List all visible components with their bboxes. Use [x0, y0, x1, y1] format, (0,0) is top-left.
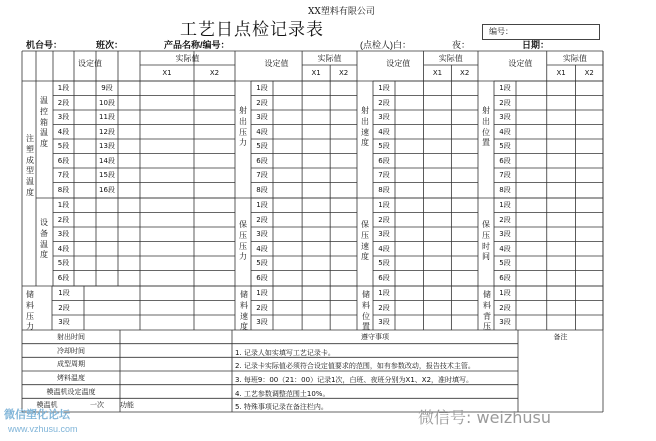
stage-label: 16段: [99, 185, 115, 194]
bottom-row-label: 射出时间: [57, 333, 85, 341]
set-value-header-2: 设定值: [264, 59, 289, 68]
bottom-row-label: 冷却时间: [57, 346, 85, 355]
stage-label: 6段: [499, 156, 511, 165]
watermark-left: 微信塑化论坛: [4, 409, 70, 421]
section-label-mid-3: 保 压 速 度: [361, 220, 369, 262]
stage-label: 3段: [57, 113, 70, 121]
stage-label: 11段: [99, 113, 115, 121]
remark-title: 备注: [553, 333, 568, 341]
set-value-header-3: 设定值: [386, 59, 411, 68]
stage-label: 5段: [57, 259, 70, 267]
stage-label: 7段: [499, 171, 511, 179]
stage-label: 1段: [256, 84, 268, 92]
bottom-row-label: 模温机设定温度: [46, 387, 96, 396]
stage-label: 5段: [378, 259, 390, 267]
section-label-top-2: 射 出 压 力: [239, 106, 247, 148]
note-item: 2. 记录卡实际值必须符合设定值要求的范围，如有参数改动，报告技术主管。: [235, 362, 475, 371]
stage-label: 14段: [99, 156, 115, 165]
x2-header-4: X2: [584, 69, 594, 77]
stage-label: 9段: [101, 84, 113, 92]
stage-label: 4段: [256, 127, 268, 136]
stage-label: 3段: [256, 113, 268, 121]
x1-header-2: X1: [311, 69, 321, 77]
stage-label: 7段: [378, 171, 390, 179]
bottom-row-label: 成型周期: [57, 360, 85, 369]
machine-label: 机台号：: [26, 40, 63, 50]
night-label: 夜：: [452, 40, 471, 50]
stage-label: 6段: [378, 156, 390, 165]
set-value-header-4: 设定值: [508, 59, 533, 68]
stage-label: 2段: [256, 215, 268, 224]
stage-label: 2段: [378, 303, 390, 312]
actual-header-1: 实际值: [175, 54, 200, 63]
equip-temp-label: 设 备 温 度: [40, 218, 48, 260]
stage-label: 2段: [378, 215, 390, 224]
notes-title: 遵守事项: [361, 333, 389, 341]
stage-label: 3段: [58, 318, 70, 326]
stage-label: 5段: [57, 142, 70, 150]
stage-label: 1段: [57, 84, 70, 92]
stage-label: 5段: [256, 259, 268, 267]
stage-label: 4段: [378, 127, 390, 136]
watermark-right: 微信号: weizhusu: [418, 408, 552, 427]
bottom-last-a: 模温机: [36, 401, 58, 410]
stage-label: 2段: [58, 303, 70, 312]
product-label: 产品名称/编号：: [164, 40, 230, 50]
page-title: 工艺日点检记录表: [180, 20, 324, 40]
x1-header-4: X1: [556, 69, 566, 77]
stage-label: 2段: [499, 98, 511, 107]
stage-label: 3段: [499, 113, 511, 121]
stage-label: 2段: [499, 215, 511, 224]
x2-header-2: X2: [338, 69, 349, 77]
inspector-label: (点检人)白：: [360, 40, 411, 50]
stage-label: 3段: [499, 318, 511, 326]
store-pressure-label: 储 料 压 力: [26, 290, 34, 332]
note-item: 1. 记录人如实填写工艺记录卡。: [235, 348, 335, 357]
stage-label: 4段: [378, 244, 390, 253]
stage-label: 2段: [378, 98, 390, 107]
stage-label: 10段: [99, 98, 115, 107]
watermark-url: www.vzhusu.com: [8, 424, 78, 434]
date-label: 日期：: [522, 40, 550, 50]
stage-label: 1段: [499, 201, 511, 209]
stage-label: 4段: [57, 127, 70, 136]
stage-label: 3段: [499, 230, 511, 238]
actual-header-4: 实际值: [562, 54, 587, 63]
stage-label: 7段: [256, 171, 268, 179]
stage-label: 6段: [57, 156, 70, 165]
stage-label: 1段: [378, 201, 390, 209]
stage-label: 15段: [99, 171, 115, 179]
stage-label: 6段: [256, 273, 268, 282]
x2-header-3: X2: [460, 69, 470, 77]
stage-label: 4段: [499, 244, 511, 253]
store-back-label: 储 料 背 压: [483, 290, 491, 332]
stage-label: 3段: [378, 318, 390, 326]
stage-label: 1段: [499, 289, 511, 297]
stage-label: 1段: [378, 84, 390, 92]
stage-label: 1段: [378, 289, 390, 297]
stage-label: 8段: [256, 185, 268, 194]
note-item: 4. 工艺参数调整范围土10%。: [235, 389, 330, 398]
stage-label: 1段: [499, 84, 511, 92]
stage-label: 1段: [256, 289, 268, 297]
stage-label: 6段: [499, 273, 511, 282]
number-label: 编号：: [489, 27, 513, 36]
section-label-mid-2: 保 压 压 力: [239, 220, 247, 262]
stage-label: 6段: [57, 273, 70, 282]
section-label-top-3: 射 出 速 度: [361, 106, 369, 148]
stage-label: 4段: [256, 244, 268, 253]
stage-label: 2段: [57, 98, 70, 107]
shift-label: 班次：: [96, 40, 124, 50]
stage-label: 8段: [378, 185, 390, 194]
injection-temp-label: 注 塑 成 型 温 度: [26, 134, 34, 197]
stage-label: 5段: [256, 142, 268, 150]
company-name: XX塑料有限公司: [308, 7, 375, 17]
bottom-last-b: 一次: [90, 401, 104, 410]
stage-label: 7段: [57, 171, 70, 179]
store-position-label: 储 料 位 置: [362, 290, 370, 332]
x1-header-1: X1: [162, 69, 172, 77]
stage-label: 13段: [99, 142, 115, 150]
note-item: 3. 每班9：00（21：00）记录1次，白班、夜班分别为X1、X2，准时填写。: [235, 376, 474, 384]
actual-header-2: 实际值: [317, 54, 342, 63]
stage-label: 6段: [378, 273, 390, 282]
stage-label: 12段: [99, 127, 115, 136]
actual-header-3: 实际值: [438, 54, 463, 63]
section-label-top-4: 射 出 位 置: [482, 106, 490, 148]
stage-label: 1段: [57, 201, 70, 209]
bottom-row-label: 烤料温度: [57, 374, 85, 382]
stage-label: 3段: [256, 318, 268, 326]
stage-label: 3段: [378, 113, 390, 121]
stage-label: 5段: [378, 142, 390, 150]
stage-label: 2段: [256, 303, 268, 312]
stage-label: 8段: [57, 185, 70, 194]
stage-label: 1段: [256, 201, 268, 209]
set-value-header-1: 设定值: [78, 59, 102, 68]
stage-label: 6段: [256, 156, 268, 165]
stage-label: 4段: [499, 127, 511, 136]
stage-label: 2段: [256, 98, 268, 107]
stage-label: 3段: [256, 230, 268, 238]
stage-label: 2段: [57, 215, 70, 224]
barrel-temp-label: 温 控 箱 温 度: [40, 96, 48, 149]
x2-header-1: X2: [209, 69, 220, 77]
stage-label: 8段: [499, 185, 511, 194]
stage-label: 1段: [58, 289, 70, 297]
stage-label: 5段: [499, 259, 511, 267]
stage-label: 3段: [378, 230, 390, 238]
note-item: 5. 特殊事项记录在备注栏内。: [235, 403, 328, 412]
store-speed-label: 储 料 速 度: [240, 290, 248, 332]
stage-label: 3段: [57, 230, 70, 238]
section-label-mid-4: 保 压 时 间: [482, 220, 490, 262]
x1-header-3: X1: [432, 69, 443, 77]
stage-label: 5段: [499, 142, 511, 150]
stage-label: 4段: [57, 244, 70, 253]
stage-label: 2段: [499, 303, 511, 312]
bottom-last-c: 功能: [120, 401, 134, 410]
